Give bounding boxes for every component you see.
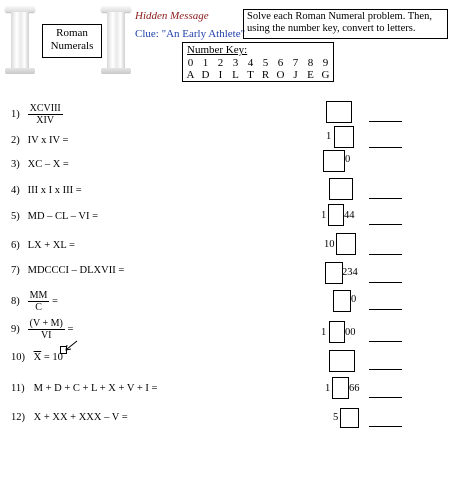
key-letter: G	[321, 69, 330, 81]
answer-digit: 0	[351, 294, 357, 305]
problem-text: XC – X =	[27, 159, 69, 170]
answer-box[interactable]	[340, 408, 359, 428]
answer-digit: 1	[321, 327, 327, 338]
fraction-denominator: VI	[40, 330, 52, 341]
answer-blank[interactable]	[369, 397, 402, 398]
key-letter: O	[276, 69, 285, 81]
answer-digit: 66	[349, 383, 360, 394]
number-key-digits	[183, 57, 333, 69]
key-letter: I	[218, 69, 223, 81]
problem-number: 3)	[11, 159, 20, 170]
problem-text: MD – CL – VI =	[27, 211, 99, 222]
problem-number: 7)	[11, 265, 20, 276]
answer-blank[interactable]	[369, 224, 402, 225]
problem-6	[11, 240, 75, 251]
fraction-numerator: MM	[29, 290, 48, 301]
problem-number: 9)	[11, 323, 20, 335]
answer-box[interactable]	[329, 350, 355, 372]
answer-digit: 00	[345, 327, 356, 338]
pillar-left-icon	[8, 6, 32, 74]
problem-number: 11)	[11, 383, 25, 394]
answer-blank[interactable]	[369, 254, 402, 255]
answer-box[interactable]	[334, 126, 354, 148]
answer-box[interactable]	[328, 204, 344, 226]
answer-box[interactable]	[336, 233, 356, 255]
problem-7	[11, 265, 124, 276]
problem-3	[11, 159, 69, 170]
key-letter: L	[232, 69, 239, 81]
problem-text: = 10	[41, 352, 63, 363]
problem-text: MDCCCI – DLXVII =	[27, 265, 125, 276]
key-digit: 9	[322, 57, 329, 69]
fraction-denominator: XIV	[36, 115, 55, 126]
answer-box[interactable]	[329, 321, 345, 343]
problem-text: III x I x III =	[27, 185, 82, 196]
problem-text: LX + XL =	[27, 240, 75, 251]
answer-blank[interactable]	[369, 426, 402, 427]
answer-digit: 5	[333, 412, 339, 423]
problem-number: 10)	[11, 352, 25, 363]
answer-digit: 1	[321, 210, 327, 221]
answer-blank[interactable]	[369, 121, 402, 122]
worksheet-title	[42, 24, 102, 58]
answer-blank[interactable]	[369, 341, 402, 342]
answer-digit: 44	[344, 210, 355, 221]
problem-number: 8)	[11, 295, 20, 307]
clue-text: Clue: "An Early Athlete"	[135, 28, 246, 40]
problem-fraction	[28, 103, 63, 126]
key-digit: 8	[307, 57, 314, 69]
answer-box[interactable]	[323, 150, 345, 172]
answer-digit: 1	[325, 383, 331, 394]
answer-box[interactable]	[326, 101, 352, 123]
number-key-box	[182, 42, 334, 82]
problem-number: 12)	[11, 412, 25, 423]
key-letter: T	[247, 69, 254, 81]
problem-12	[11, 412, 128, 423]
answer-blank[interactable]	[369, 147, 402, 148]
answer-blank[interactable]	[369, 198, 402, 199]
answer-box[interactable]	[329, 178, 353, 200]
problem-8	[11, 290, 58, 313]
problem-9	[11, 318, 73, 341]
problem-10	[11, 352, 63, 363]
problem-overlined-numeral: $\overline{X}$	[33, 352, 42, 363]
problem-text: X + XX + XXX – V =	[33, 412, 128, 423]
answer-blank[interactable]	[369, 282, 402, 283]
answer-digit: 1	[326, 131, 332, 142]
key-digit: 7	[292, 57, 299, 69]
answer-digit: 0	[345, 154, 351, 165]
number-key-title: Number Key:	[187, 44, 248, 56]
hidden-message-label: Hidden Message	[135, 10, 209, 22]
title-line-2: Numerals	[50, 40, 94, 52]
fraction-numerator: XCVIII	[29, 103, 61, 114]
key-letter: A	[186, 69, 195, 81]
arrow-icon	[64, 340, 78, 352]
instructions-box: Solve each Roman Numeral problem. Then, using the number key, convert to letters.	[243, 9, 448, 39]
equals-sign: =	[67, 323, 74, 335]
pillar-right-icon	[104, 6, 128, 74]
key-digit: 0	[187, 57, 194, 69]
problem-number: 5)	[11, 211, 20, 222]
equals-sign: =	[52, 295, 58, 307]
answer-blank[interactable]	[369, 309, 402, 310]
problem-2	[11, 135, 68, 146]
key-digit: 3	[232, 57, 239, 69]
answer-box[interactable]	[325, 262, 343, 284]
problem-text: M + D + C + L + X + V + I =	[33, 383, 158, 394]
problem-11	[11, 383, 157, 394]
answer-digit: 10	[324, 239, 335, 250]
problem-text: IV x IV =	[27, 135, 69, 146]
answer-digit: 234	[342, 267, 358, 278]
problem-1	[11, 103, 63, 126]
number-key-letters	[183, 69, 333, 81]
key-digit: 5	[262, 57, 269, 69]
problem-number: 1)	[11, 108, 20, 120]
answer-box[interactable]	[332, 377, 349, 399]
key-digit: 1	[202, 57, 209, 69]
problem-5	[11, 211, 98, 222]
key-digit: 6	[277, 57, 284, 69]
problem-number: 4)	[11, 185, 20, 196]
key-letter: R	[261, 69, 270, 81]
problem-fraction	[28, 290, 50, 313]
key-letter: J	[293, 69, 298, 81]
key-letter: E	[307, 69, 314, 81]
problem-fraction	[28, 318, 65, 341]
key-digit: 4	[247, 57, 254, 69]
problem-number: 6)	[11, 240, 20, 251]
fraction-numerator: (V + M)	[29, 318, 63, 329]
problem-number: 2)	[11, 135, 20, 146]
problem-4	[11, 185, 82, 196]
key-letter: D	[201, 69, 210, 81]
title-line-1: Roman	[56, 27, 88, 39]
answer-box[interactable]	[333, 290, 351, 312]
key-digit: 2	[217, 57, 224, 69]
answer-blank[interactable]	[369, 369, 402, 370]
fraction-denominator: C	[35, 302, 42, 313]
